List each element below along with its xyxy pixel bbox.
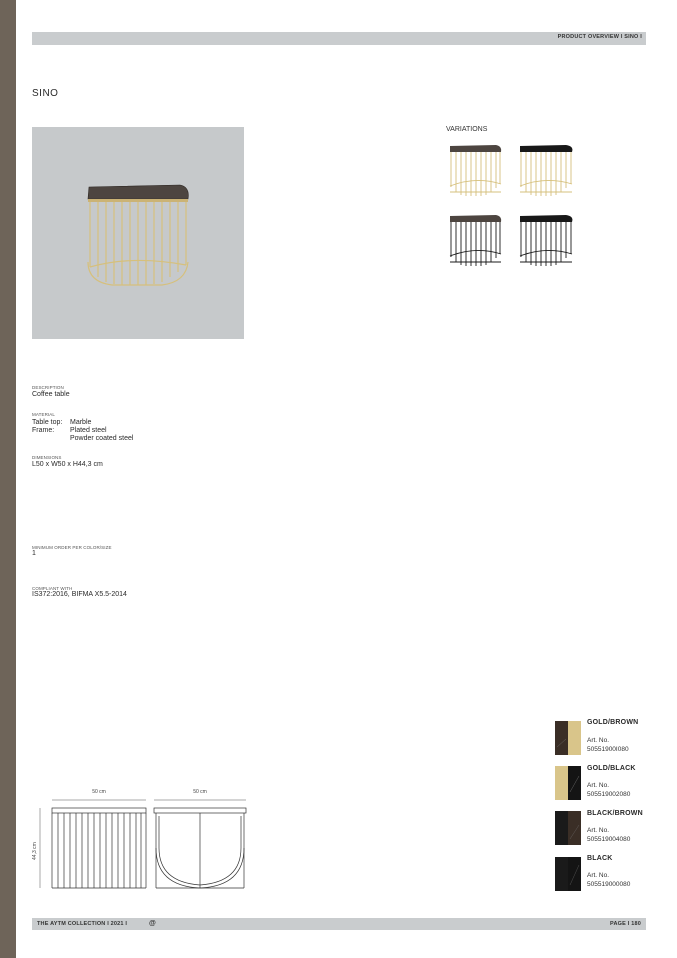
variation-black-image xyxy=(516,212,576,272)
min-order-label: MINIMUM ORDER PER COLOR/SIZE xyxy=(32,545,112,550)
finish-art-label-black-brown: Art. No. xyxy=(587,827,610,834)
variation-gold-brown[interactable] xyxy=(446,142,506,202)
swatch-black-brown-frame xyxy=(555,811,568,845)
finish-name-gold-black: GOLD/BLACK xyxy=(587,765,636,772)
material-value-top: Marble xyxy=(70,419,92,426)
swatch-gold-black-frame xyxy=(555,766,568,800)
swatch-gold-brown-frame xyxy=(568,721,581,755)
header-text: PRODUCT OVERVIEW I SINO I xyxy=(557,34,642,40)
finish-name-gold-brown: GOLD/BROWN xyxy=(587,719,639,726)
description-value: Coffee table xyxy=(32,391,70,398)
page-title: SINO xyxy=(32,88,59,99)
compliant-label: COMPLIANT WITH xyxy=(32,586,73,591)
variation-black-brown[interactable] xyxy=(446,212,506,272)
swatch-gold-brown-image xyxy=(555,721,581,755)
finish-art-no-gold-black: 505519002080 xyxy=(587,791,631,798)
finish-art-label-gold-brown: Art. No. xyxy=(587,737,610,744)
swatch-gold-black-image xyxy=(555,766,581,800)
drawing-width-label-1: 50 cm xyxy=(92,789,106,795)
swatch-black-image xyxy=(555,857,581,891)
finish-art-label-gold-black: Art. No. xyxy=(587,782,610,789)
finish-art-no-gold-brown: 50551900I080 xyxy=(587,746,629,753)
footer-bar xyxy=(32,918,646,930)
variation-gold-black-image xyxy=(516,142,576,202)
material-key-top: Table top: xyxy=(32,419,63,426)
header-bar xyxy=(32,32,646,45)
material-key-frame: Frame: xyxy=(32,427,55,434)
footer-collection: THE AYTM COLLECTION I 2021 I xyxy=(37,920,128,927)
material-value-frame-alt: Powder coated steel xyxy=(70,435,134,442)
swatch-black-frame xyxy=(555,857,568,891)
swatch-gold-brown-top xyxy=(555,721,568,755)
variation-black[interactable] xyxy=(516,212,576,272)
technical-drawing xyxy=(28,782,258,892)
swatch-gold-black[interactable] xyxy=(555,766,581,800)
coffee-table-illustration xyxy=(32,127,244,339)
drawing-width-label-2: 50 cm xyxy=(193,789,207,795)
min-order-value: 1 xyxy=(32,550,36,557)
swatch-black[interactable] xyxy=(555,857,581,891)
material-value-frame: Plated steel xyxy=(70,427,107,434)
variations-label: VARIATIONS xyxy=(446,126,488,133)
product-image xyxy=(32,127,244,339)
swatch-gold-brown[interactable] xyxy=(555,721,581,755)
material-label: MATERIAL xyxy=(32,412,55,417)
finish-art-no-black-brown: 505519004080 xyxy=(587,836,631,843)
finish-name-black: BLACK xyxy=(587,855,613,862)
swatch-gold-black-top xyxy=(568,766,581,800)
swatch-black-brown-image xyxy=(555,811,581,845)
swatch-black-top xyxy=(568,857,581,891)
finish-art-label-black: Art. No. xyxy=(587,872,610,879)
dimensions-value: L50 x W50 x H44,3 cm xyxy=(32,461,103,468)
swatch-black-brown-top xyxy=(568,811,581,845)
variation-black-brown-image xyxy=(446,212,506,272)
description-label: DESCRIPTION xyxy=(32,385,64,390)
footer-icon: @ xyxy=(149,919,156,927)
side-strip xyxy=(0,0,16,958)
finish-art-no-black: 505519000080 xyxy=(587,881,631,888)
drawing-height-label: 44,3 cm xyxy=(32,842,38,860)
compliant-value: IS372:2016, BIFMA X5.5-2014 xyxy=(32,591,127,598)
swatch-black-brown[interactable] xyxy=(555,811,581,845)
technical-drawing-svg xyxy=(28,782,258,892)
footer-page: PAGE I 180 xyxy=(610,920,641,927)
finish-name-black-brown: BLACK/BROWN xyxy=(587,810,643,817)
variation-gold-black[interactable] xyxy=(516,142,576,202)
dimensions-label: DIMENSIONS xyxy=(32,455,62,460)
variation-gold-brown-image xyxy=(446,142,506,202)
